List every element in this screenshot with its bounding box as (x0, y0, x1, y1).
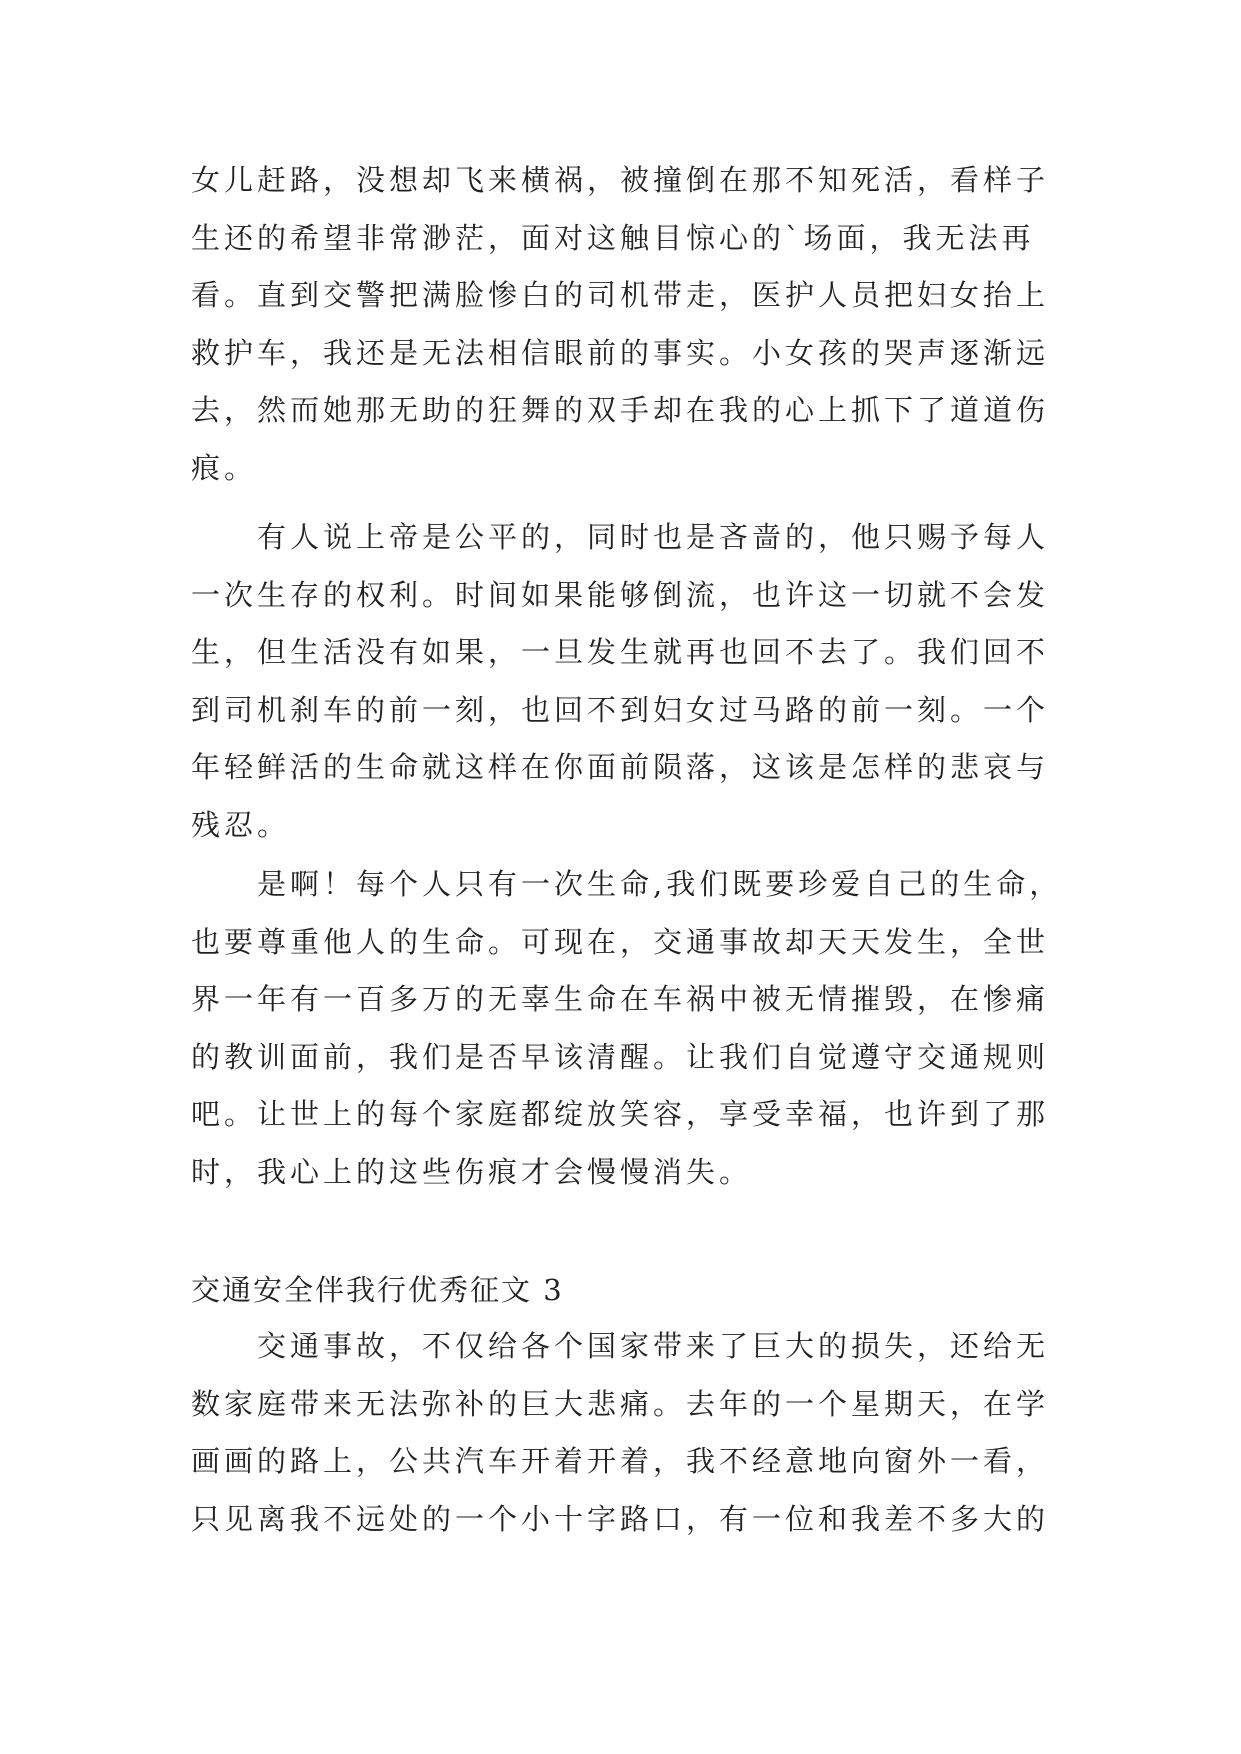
paragraph-2 (191, 509, 1061, 854)
text-line: 生，但生活没有如果，一旦发生就再也回不去了。我们回不 (191, 635, 1050, 669)
text-line: 界一年有一百多万的无辜生命在车祸中被无情摧毁，在惨痛 (191, 982, 1050, 1016)
text-line: 一次生存的权利。时间如果能够倒流，也许这一切就不会发 (191, 577, 1050, 612)
paragraph-4 (191, 1318, 1061, 1548)
text-line: 到司机刹车的前一刻，也回不到妇女过马路的前一刻。一个 (191, 692, 1050, 727)
text-line: 是啊！每个人只有一次生命,我们既要珍爱自己的生命， (257, 867, 1063, 901)
text-line: 有人说上帝是公平的，同时也是吝啬的，他只赐予每人 (257, 520, 1050, 554)
text-line: 吧。让世上的每个家庭都绽放笑容，享受幸福，也许到了那 (191, 1097, 1050, 1131)
text-line: 救护车，我还是无法相信眼前的事实。小女孩的哭声逐渐远 (191, 335, 1050, 370)
text-line: 痕。 (191, 450, 258, 485)
section-title: 交通安全伴我行优秀征文 3 (191, 1273, 564, 1307)
text-line: 交通事故，不仅给各个国家带来了巨大的损失，还给无 (257, 1329, 1050, 1363)
text-line: 只见离我不远处的一个小十字路口，有一位和我差不多大的 (191, 1501, 1050, 1536)
text-line: 女儿赶路，没想却飞来横祸，被撞倒在那不知死活，看样子 (191, 163, 1050, 197)
text-line: 数家庭带来无法弥补的巨大悲痛。去年的一个星期天，在学 (191, 1386, 1050, 1421)
text-line: 去，然而她那无助的狂舞的双手却在我的心上抓下了道道伤 (191, 393, 1050, 427)
text-line: 看。直到交警把满脸惨白的司机带走，医护人员把妇女抬上 (191, 278, 1050, 312)
text-line: 的教训面前，我们是否早该清醒。让我们自觉遵守交通规则 (191, 1039, 1050, 1074)
text-line: 也要尊重他人的生命。可现在，交通事故却天天发生，全世 (191, 924, 1050, 959)
text-line: 年轻鲜活的生命就这样在你面前陨落，这该是怎样的悲哀与 (191, 750, 1050, 784)
paragraph-1 (191, 152, 1061, 497)
paragraph-3 (191, 856, 1061, 1201)
text-line: 生还的希望非常渺茫，面对这触目惊心的`场面，我无法再 (191, 220, 1035, 255)
text-line: 残忍。 (191, 807, 291, 842)
text-line: 时，我心上的这些伤痕才会慢慢消失。 (191, 1154, 753, 1189)
text-line: 画画的路上，公共汽车开着开着，我不经意地向窗外一看， (191, 1444, 1050, 1478)
